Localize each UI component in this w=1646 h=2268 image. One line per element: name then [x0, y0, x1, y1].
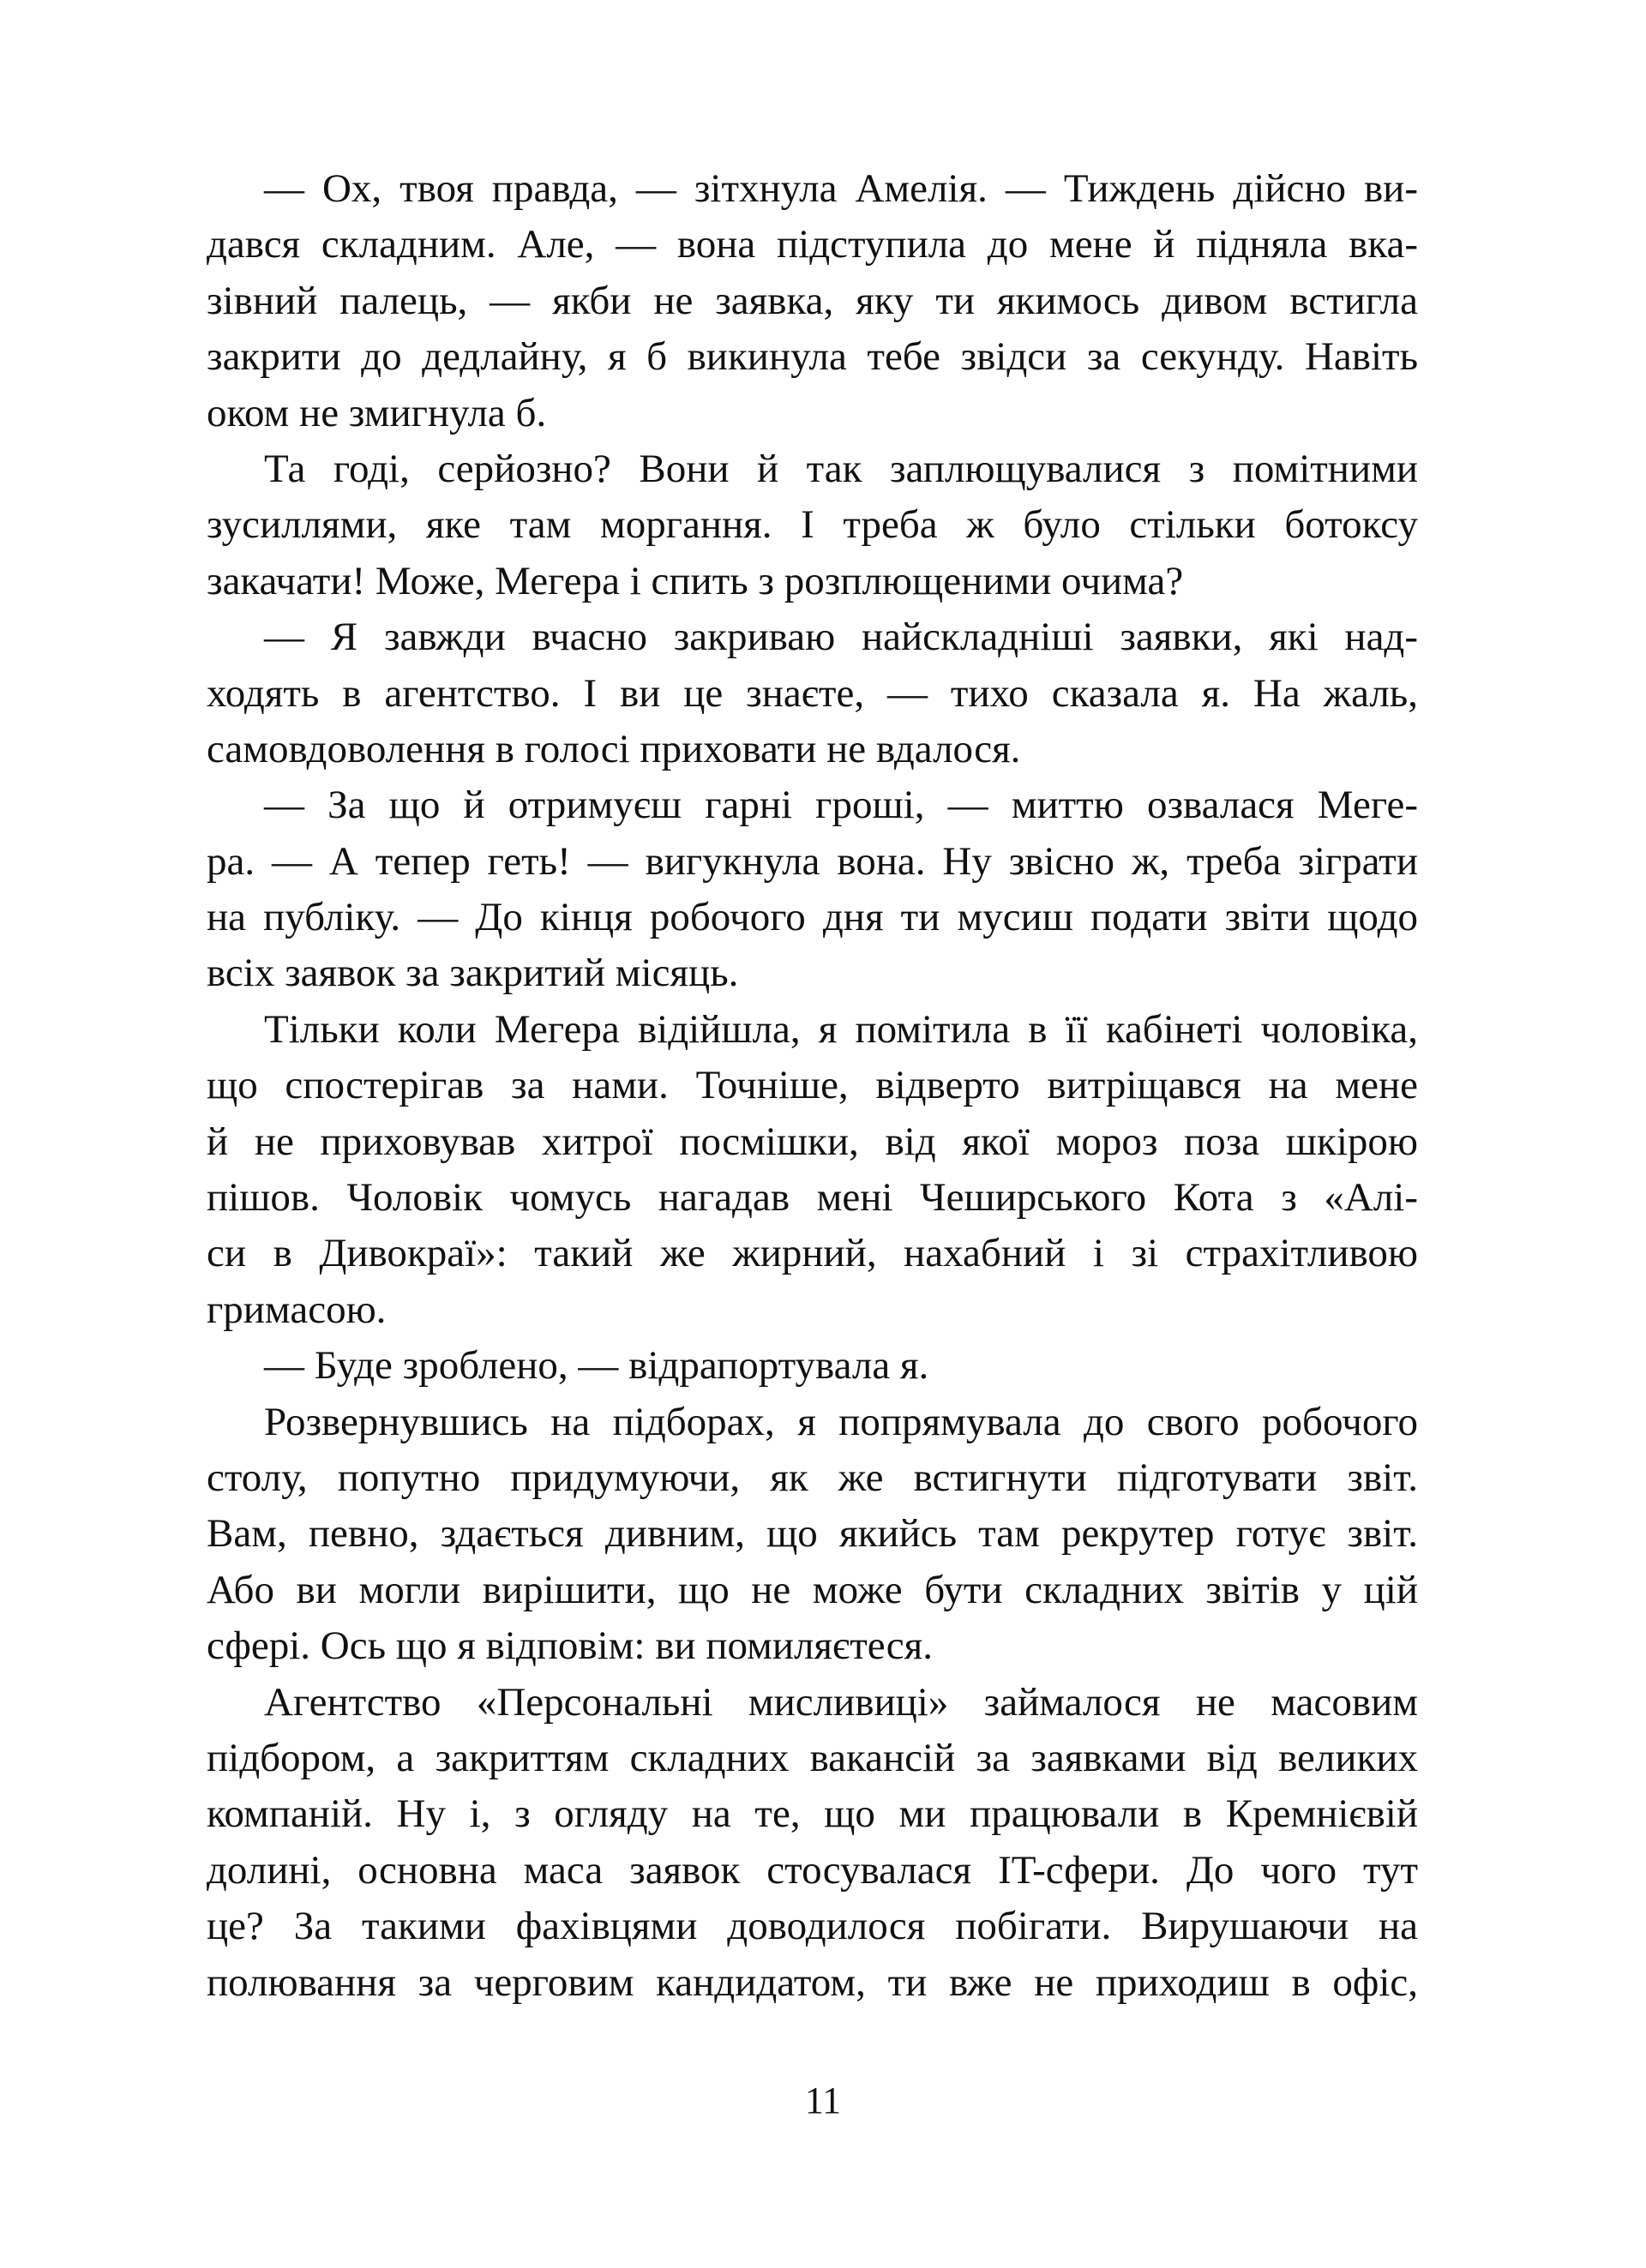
text-line: закрити до дедлайну, я б викинула тебе звідси за секунду. Навіть: [207, 334, 1418, 380]
text-line: Тільки коли Мегера відійшла, я помітила в її кабінеті чоловіка,: [264, 1006, 1418, 1052]
text-line: закачати! Може, Мегера і спить з розплющеними очима?: [207, 558, 1184, 603]
page-body-text: [207, 161, 1418, 2011]
paragraph: [207, 1675, 1418, 2011]
text-line: — Я завжди вчасно закриваю найскладніші заявки, які над-: [264, 615, 1418, 660]
text-line: долині, основна маса заявок стосувалася IT-сфери. До чого тут: [207, 1847, 1418, 1893]
paragraph: [207, 777, 1418, 1002]
text-line: дався складним. Але, — вона підступила до мене й підняла вка-: [207, 222, 1418, 267]
paragraph: [207, 609, 1418, 777]
text-line: що спостерігав за нами. Точніше, відверто витріщався на мене: [207, 1063, 1418, 1108]
text-line: зусиллями, яке там моргання. І треба ж було стільки ботоксу: [207, 502, 1418, 548]
text-line: ходять в агентство. І ви це знаєте, — тихо сказала я. На жаль,: [207, 670, 1418, 716]
text-line: гримасою.: [207, 1287, 387, 1332]
text-line: й не приховував хитрої посмішки, від якої мороз поза шкірою: [207, 1119, 1418, 1164]
page-number: 11: [804, 2079, 842, 2121]
text-line: Або ви могли вирішити, що не може бути складних звітів у цій: [207, 1567, 1418, 1612]
text-line: всіх заявок за закритий місяць.: [207, 951, 739, 996]
text-line: сфері. Ось що я відповім: ви помиляєтеся.: [207, 1623, 934, 1669]
text-line: оком не змигнула б.: [207, 390, 547, 435]
paragraph: [207, 1002, 1418, 1338]
paragraph: [207, 1338, 1418, 1394]
paragraph: [207, 1395, 1418, 1675]
text-line: полювання за черговим кандидатом, ти вже не приходиш в офіс,: [207, 1959, 1418, 2005]
text-line: — Ох, твоя правда, — зітхнула Амелія. — Тиждень дійсно ви-: [264, 166, 1418, 211]
text-line: си в Дивокраї»: такий же жирний, нахабний і зі страхітливою: [207, 1231, 1418, 1276]
text-line: Вам, певно, здається дивним, що якийсь там рекрутер готує звіт.: [207, 1511, 1418, 1557]
text-line: компаній. Ну і, з огляду на те, що ми працювали в Кремнієвій: [207, 1791, 1418, 1837]
text-line: самовдоволення в голосі приховати не вдалося.: [207, 726, 1021, 771]
text-line: пішов. Чоловік чомусь нагадав мені Чеширського Кота з «Алі-: [207, 1175, 1418, 1221]
text-line: Розвернувшись на підборах, я попрямувала до свого робочого: [264, 1399, 1418, 1444]
paragraph: [207, 441, 1418, 609]
text-line: зівний палець, — якби не заявка, яку ти якимось дивом встигла: [207, 278, 1418, 323]
paragraph: [207, 161, 1418, 441]
text-line: на публіку. — До кінця робочого дня ти мусиш подати звіти щодо: [207, 895, 1418, 940]
text-line: ра. — А тепер геть! — вигукнула вона. Ну звісно ж, треба зіграти: [207, 838, 1418, 884]
text-line: Та годі, серйозно? Вони й так заплющувалися з помітними: [264, 446, 1418, 491]
text-line: столу, попутно придумуючи, як же встигнути підготувати звіт.: [207, 1455, 1418, 1500]
text-line: — За що й отримуєш гарні гроші, — миттю озвалася Меге-: [264, 783, 1418, 828]
text-line: підбором, а закриттям складних вакансій за заявками від великих: [207, 1735, 1418, 1780]
text-line: Агентство «Персональні мисливиці» займалося не масовим: [264, 1679, 1418, 1725]
text-line: — Буде зроблено, — відрапортувала я.: [264, 1343, 929, 1389]
text-line: це? За такими фахівцями доводилося побігати. Вирушаючи на: [207, 1904, 1418, 1949]
